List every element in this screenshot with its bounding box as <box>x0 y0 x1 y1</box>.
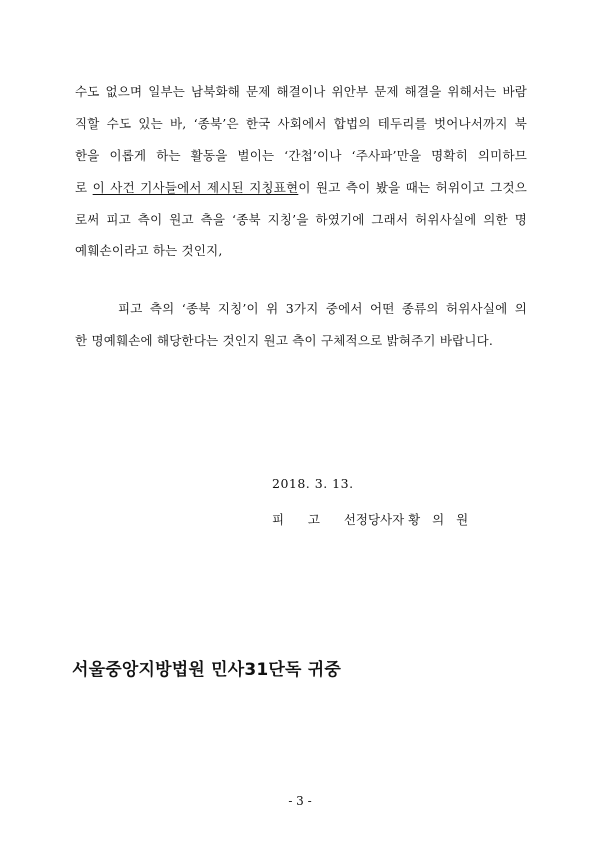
text-line-with-underline <box>75 178 527 196</box>
text-line: 한을 이롭게 하는 활동을 벌이는 ‘간첩’이나 ‘주사파’만을 명확히 의미하므 <box>75 148 527 163</box>
text-segment: 이 원고 측이 봤을 때는 허위이고 그것으 <box>298 180 527 195</box>
text-line: 피고 측의 ‘종북 지칭’이 위 3가지 중에서 어떤 종류의 허위사실에 의 <box>118 301 527 316</box>
text-line: 수도 없으며 일부는 남북화해 문제 해결이나 위안부 문제 해결을 위해서는 바람 <box>75 84 527 99</box>
text-line: 예훼손이라고 하는 것인지, <box>75 243 223 258</box>
text-line: 로써 피고 측이 원고 측을 ‘종북 지칭’을 하였기에 그래서 허위사실에 의한 명 <box>75 212 527 227</box>
page-number: - 3 - <box>288 794 312 808</box>
underlined-phrase: 이 사건 기사들에서 제시된 지칭표현 <box>92 180 299 195</box>
text-line: 직할 수도 있는 바, ‘종북’은 한국 사회에서 합법의 테두리를 벗어나서까지 북 <box>75 116 527 131</box>
court-addressee: 서울중앙지방법원 민사31단독 귀중 <box>72 660 342 680</box>
text-segment: 로 <box>75 180 93 195</box>
signatory-line: 피 고 선정당사자 황 의 원 <box>272 512 469 527</box>
document-date: 2018. 3. 13. <box>272 476 354 491</box>
text-line: 한 명예훼손에 해당한다는 것인지 원고 측이 구체적으로 밝혀주기 바랍니다. <box>75 333 494 348</box>
